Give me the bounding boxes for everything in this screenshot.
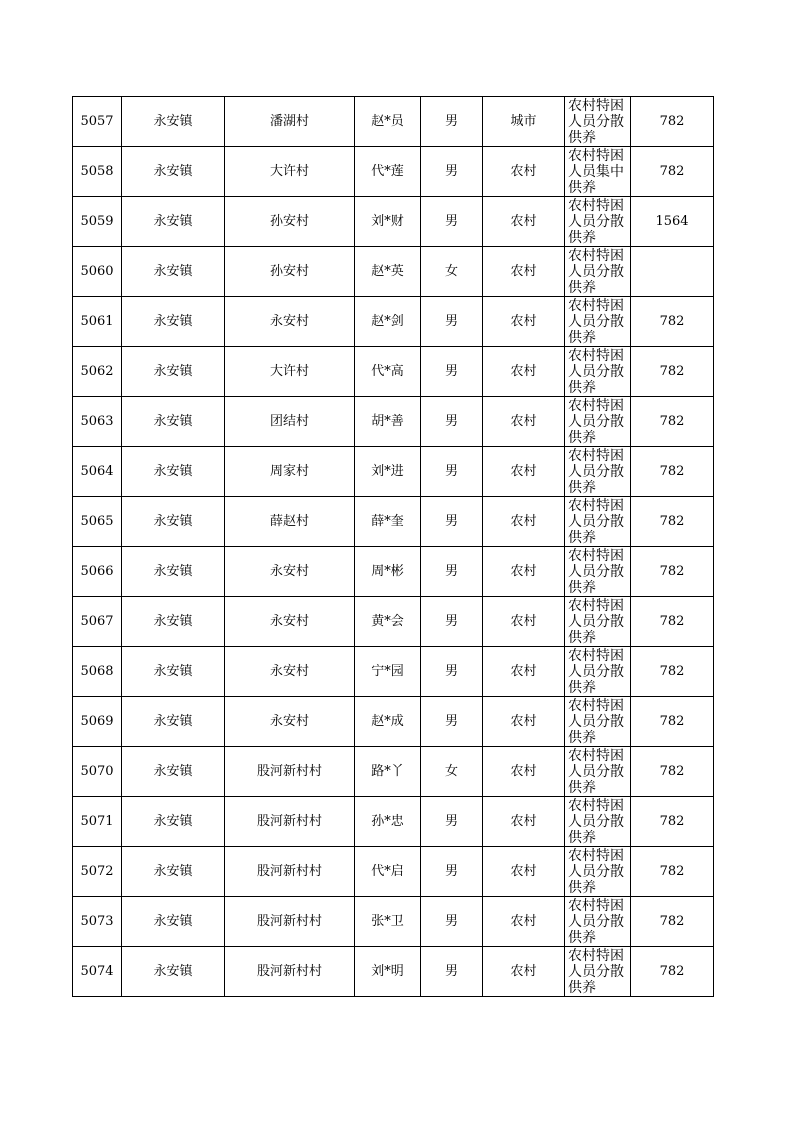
- amount-cell: 782: [631, 647, 714, 697]
- town-cell: 永安镇: [122, 597, 225, 647]
- name-cell: 赵*员: [355, 97, 421, 147]
- assistance-type-cell: [565, 547, 631, 597]
- village-cell: 股河新村村: [225, 747, 355, 797]
- amount-cell: 782: [631, 97, 714, 147]
- amount-cell: 782: [631, 697, 714, 747]
- town-cell: 永安镇: [122, 297, 225, 347]
- record-number-cell: 5063: [73, 397, 122, 447]
- name-cell: 周*彬: [355, 547, 421, 597]
- assistance-type-text: 农村特困人员分散供养: [568, 648, 624, 696]
- assistance-type-cell: [565, 397, 631, 447]
- village-cell: 永安村: [225, 597, 355, 647]
- town-cell: 永安镇: [122, 447, 225, 497]
- table-row: [73, 547, 714, 597]
- town-cell: 永安镇: [122, 647, 225, 697]
- record-number-cell: 5070: [73, 747, 122, 797]
- amount-cell: 782: [631, 347, 714, 397]
- table-row: [73, 447, 714, 497]
- record-number-cell: 5061: [73, 297, 122, 347]
- village-cell: 孙安村: [225, 197, 355, 247]
- assistance-type-cell: [565, 747, 631, 797]
- name-cell: 代*莲: [355, 147, 421, 197]
- name-cell: 刘*明: [355, 947, 421, 997]
- assistance-type-text: 农村特困人员分散供养: [568, 898, 624, 946]
- amount-cell: 782: [631, 797, 714, 847]
- name-cell: 张*卫: [355, 897, 421, 947]
- name-cell: 宁*园: [355, 647, 421, 697]
- table-row: [73, 697, 714, 747]
- name-cell: 刘*进: [355, 447, 421, 497]
- amount-cell: 782: [631, 447, 714, 497]
- record-number-cell: 5069: [73, 697, 122, 747]
- amount-cell: 782: [631, 847, 714, 897]
- village-cell: 薛赵村: [225, 497, 355, 547]
- table-row: [73, 897, 714, 947]
- table-row: [73, 597, 714, 647]
- table-body: [73, 97, 714, 997]
- assistance-type-text: 农村特困人员分散供养: [568, 748, 624, 796]
- assistance-type-cell: [565, 497, 631, 547]
- village-cell: 股河新村村: [225, 797, 355, 847]
- name-cell: 黄*会: [355, 597, 421, 647]
- sex-cell: 女: [421, 247, 483, 297]
- area-cell: 农村: [483, 897, 565, 947]
- amount-cell: 1564: [631, 197, 714, 247]
- village-cell: 永安村: [225, 697, 355, 747]
- town-cell: 永安镇: [122, 147, 225, 197]
- assistance-type-text: 农村特困人员分散供养: [568, 548, 624, 596]
- amount-cell: [631, 247, 714, 297]
- assistance-type-cell: [565, 447, 631, 497]
- record-number-cell: 5067: [73, 597, 122, 647]
- town-cell: 永安镇: [122, 397, 225, 447]
- record-number-cell: 5064: [73, 447, 122, 497]
- record-number-cell: 5058: [73, 147, 122, 197]
- name-cell: 赵*剑: [355, 297, 421, 347]
- table-row: [73, 197, 714, 247]
- assistance-type-text: 农村特困人员分散供养: [568, 348, 624, 396]
- assistance-type-cell: [565, 597, 631, 647]
- area-cell: 城市: [483, 97, 565, 147]
- area-cell: 农村: [483, 547, 565, 597]
- amount-cell: 782: [631, 397, 714, 447]
- assistance-type-cell: [565, 247, 631, 297]
- village-cell: 永安村: [225, 647, 355, 697]
- village-cell: 永安村: [225, 547, 355, 597]
- record-number-cell: 5059: [73, 197, 122, 247]
- data-table: [72, 96, 714, 997]
- name-cell: 赵*成: [355, 697, 421, 747]
- assistance-type-text: 农村特困人员分散供养: [568, 698, 624, 746]
- sex-cell: 男: [421, 447, 483, 497]
- name-cell: 代*启: [355, 847, 421, 897]
- name-cell: 胡*善: [355, 397, 421, 447]
- area-cell: 农村: [483, 597, 565, 647]
- village-cell: 大许村: [225, 347, 355, 397]
- assistance-type-cell: [565, 847, 631, 897]
- assistance-type-text: 农村特困人员分散供养: [568, 198, 624, 246]
- assistance-type-text: 农村特困人员分散供养: [568, 248, 624, 296]
- assistance-type-text: 农村特困人员分散供养: [568, 848, 624, 896]
- name-cell: 代*高: [355, 347, 421, 397]
- area-cell: 农村: [483, 347, 565, 397]
- record-number-cell: 5068: [73, 647, 122, 697]
- town-cell: 永安镇: [122, 247, 225, 297]
- sex-cell: 男: [421, 397, 483, 447]
- sex-cell: 男: [421, 147, 483, 197]
- record-number-cell: 5065: [73, 497, 122, 547]
- area-cell: 农村: [483, 147, 565, 197]
- sex-cell: 男: [421, 347, 483, 397]
- record-number-cell: 5074: [73, 947, 122, 997]
- name-cell: 刘*财: [355, 197, 421, 247]
- table-row: [73, 647, 714, 697]
- sex-cell: 男: [421, 197, 483, 247]
- assistance-type-text: 农村特困人员分散供养: [568, 798, 624, 846]
- assistance-type-cell: [565, 797, 631, 847]
- town-cell: 永安镇: [122, 747, 225, 797]
- village-cell: 永安村: [225, 297, 355, 347]
- village-cell: 团结村: [225, 397, 355, 447]
- area-cell: 农村: [483, 747, 565, 797]
- assistance-type-text: 农村特困人员集中供养: [568, 148, 624, 196]
- table-row: [73, 347, 714, 397]
- assistance-type-cell: [565, 197, 631, 247]
- table-row: [73, 747, 714, 797]
- amount-cell: 782: [631, 147, 714, 197]
- table-row: [73, 847, 714, 897]
- town-cell: 永安镇: [122, 347, 225, 397]
- sex-cell: 男: [421, 947, 483, 997]
- assistance-type-cell: [565, 347, 631, 397]
- record-number-cell: 5057: [73, 97, 122, 147]
- area-cell: 农村: [483, 847, 565, 897]
- sex-cell: 男: [421, 547, 483, 597]
- table-row: [73, 297, 714, 347]
- assistance-type-text: 农村特困人员分散供养: [568, 948, 624, 996]
- amount-cell: 782: [631, 497, 714, 547]
- area-cell: 农村: [483, 797, 565, 847]
- record-number-cell: 5060: [73, 247, 122, 297]
- sex-cell: 男: [421, 497, 483, 547]
- sex-cell: 男: [421, 647, 483, 697]
- assistance-type-text: 农村特困人员分散供养: [568, 98, 624, 146]
- table-row: [73, 397, 714, 447]
- sex-cell: 男: [421, 897, 483, 947]
- record-number-cell: 5066: [73, 547, 122, 597]
- name-cell: 路*丫: [355, 747, 421, 797]
- area-cell: 农村: [483, 497, 565, 547]
- record-number-cell: 5062: [73, 347, 122, 397]
- area-cell: 农村: [483, 197, 565, 247]
- name-cell: 薛*奎: [355, 497, 421, 547]
- area-cell: 农村: [483, 247, 565, 297]
- town-cell: 永安镇: [122, 697, 225, 747]
- sex-cell: 男: [421, 297, 483, 347]
- town-cell: 永安镇: [122, 497, 225, 547]
- village-cell: 大许村: [225, 147, 355, 197]
- assistance-type-cell: [565, 697, 631, 747]
- name-cell: 赵*英: [355, 247, 421, 297]
- area-cell: 农村: [483, 447, 565, 497]
- record-number-cell: 5071: [73, 797, 122, 847]
- table-row: [73, 497, 714, 547]
- record-number-cell: 5073: [73, 897, 122, 947]
- town-cell: 永安镇: [122, 847, 225, 897]
- village-cell: 股河新村村: [225, 947, 355, 997]
- table-row: [73, 247, 714, 297]
- village-cell: 股河新村村: [225, 847, 355, 897]
- town-cell: 永安镇: [122, 97, 225, 147]
- village-cell: 潘湖村: [225, 97, 355, 147]
- sex-cell: 男: [421, 697, 483, 747]
- assistance-type-text: 农村特困人员分散供养: [568, 398, 624, 446]
- sex-cell: 男: [421, 597, 483, 647]
- amount-cell: 782: [631, 947, 714, 997]
- village-cell: 周家村: [225, 447, 355, 497]
- town-cell: 永安镇: [122, 197, 225, 247]
- table-row: [73, 947, 714, 997]
- assistance-type-cell: [565, 947, 631, 997]
- area-cell: 农村: [483, 947, 565, 997]
- town-cell: 永安镇: [122, 547, 225, 597]
- assistance-type-text: 农村特困人员分散供养: [568, 448, 624, 496]
- amount-cell: 782: [631, 597, 714, 647]
- assistance-type-cell: [565, 897, 631, 947]
- assistance-type-cell: [565, 647, 631, 697]
- area-cell: 农村: [483, 297, 565, 347]
- name-cell: 孙*忠: [355, 797, 421, 847]
- assistance-type-cell: [565, 297, 631, 347]
- town-cell: 永安镇: [122, 797, 225, 847]
- area-cell: 农村: [483, 697, 565, 747]
- assistance-type-cell: [565, 97, 631, 147]
- sex-cell: 女: [421, 747, 483, 797]
- amount-cell: 782: [631, 897, 714, 947]
- area-cell: 农村: [483, 647, 565, 697]
- table-row: [73, 797, 714, 847]
- assistance-type-text: 农村特困人员分散供养: [568, 598, 624, 646]
- amount-cell: 782: [631, 547, 714, 597]
- table-row: [73, 147, 714, 197]
- assistance-type-text: 农村特困人员分散供养: [568, 298, 624, 346]
- record-number-cell: 5072: [73, 847, 122, 897]
- sex-cell: 男: [421, 97, 483, 147]
- assistance-type-cell: [565, 147, 631, 197]
- town-cell: 永安镇: [122, 947, 225, 997]
- table-row: [73, 97, 714, 147]
- amount-cell: 782: [631, 747, 714, 797]
- assistance-type-text: 农村特困人员分散供养: [568, 498, 624, 546]
- area-cell: 农村: [483, 397, 565, 447]
- village-cell: 股河新村村: [225, 897, 355, 947]
- village-cell: 孙安村: [225, 247, 355, 297]
- town-cell: 永安镇: [122, 897, 225, 947]
- sex-cell: 男: [421, 847, 483, 897]
- amount-cell: 782: [631, 297, 714, 347]
- sex-cell: 男: [421, 797, 483, 847]
